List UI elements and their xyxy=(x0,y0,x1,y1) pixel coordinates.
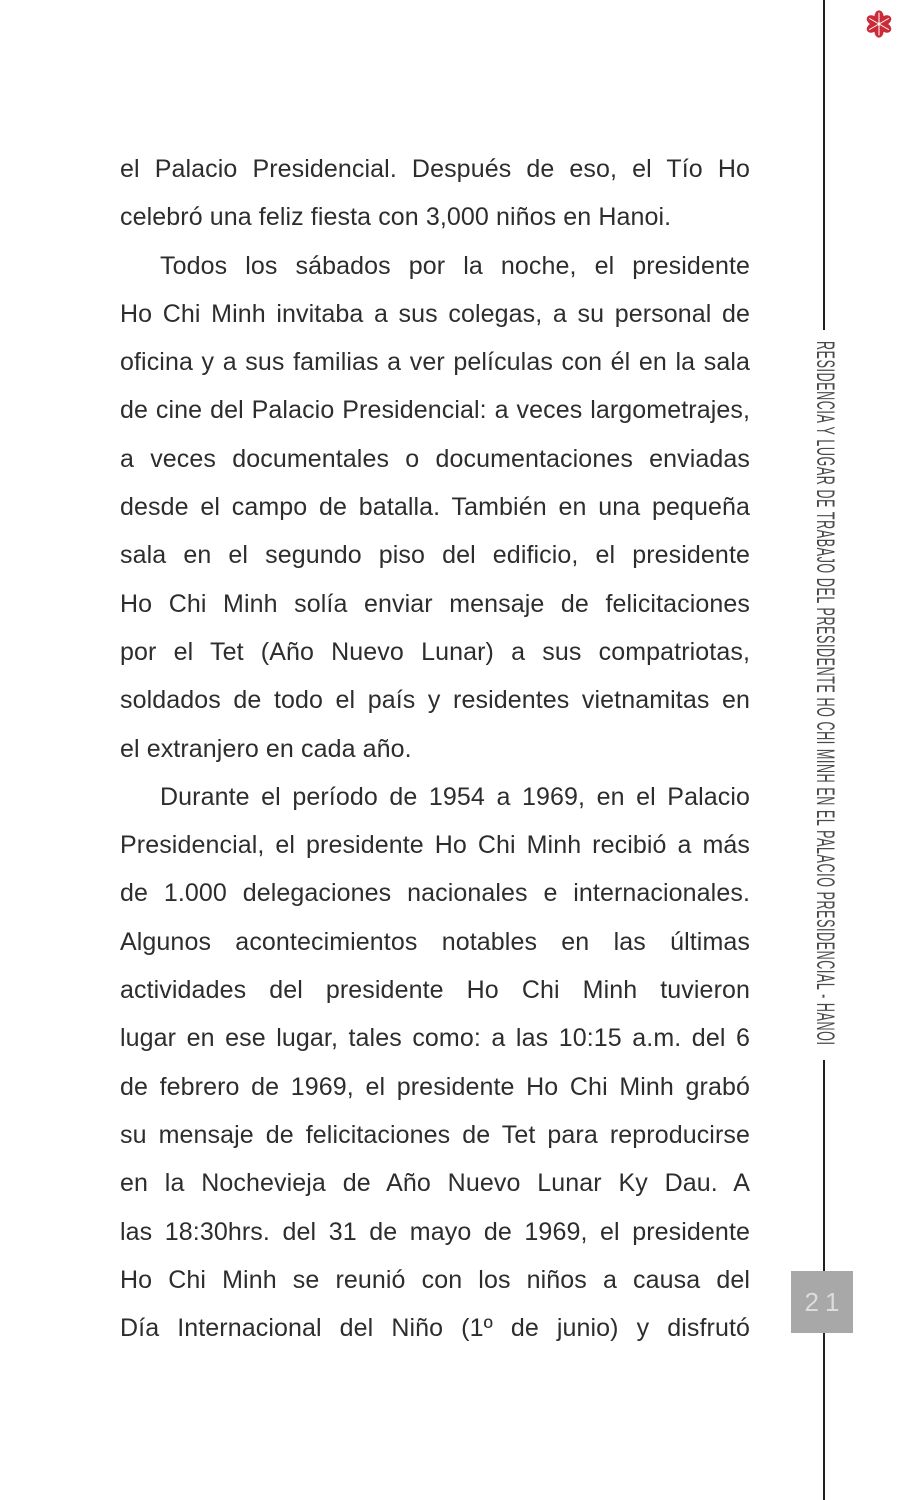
text-line: en la Nochevieja de Año Nuevo Lunar Ky Dau. A xyxy=(120,1169,750,1198)
text-line: Día Internacional del Niño (1º de junio) y disfrutó xyxy=(120,1314,750,1343)
sidebar-running-title: RESIDENCIA Y LUGAR DE TRABAJO DEL PRESIDENTE HO CHI MINH EN EL PALACIO PRESIDENCIAL - HANOI xyxy=(811,341,839,1046)
text-line: el extranjero en cada año. xyxy=(120,734,412,763)
text-line: soldados de todo el país y residentes vietnamitas en xyxy=(120,686,750,715)
text-line: sala en el segundo piso del edificio, el presidente xyxy=(120,541,750,570)
text-line: a veces documentales o documentaciones enviadas xyxy=(120,444,750,473)
text-line: por el Tet (Año Nuevo Lunar) a sus compatriotas, xyxy=(120,637,750,666)
text-line: Durante el período de 1954 a 1969, en el Palacio xyxy=(160,782,750,811)
body-text xyxy=(120,145,750,1352)
text-line: de 1.000 delegaciones nacionales e internacionales. xyxy=(120,879,750,908)
text-line: las 18:30hrs. del 31 de mayo de 1969, el presidente xyxy=(120,1217,750,1246)
text-line: celebró una feliz fiesta con 3,000 niños en Hanoi. xyxy=(120,203,672,232)
text-line: de cine del Palacio Presidencial: a veces largometrajes, xyxy=(120,396,750,425)
text-line: Ho Chi Minh invitaba a sus colegas, a su personal de xyxy=(120,299,750,328)
text-line: Algunos acontecimientos notables en las últimas xyxy=(120,927,750,956)
text-line: desde el campo de batalla. También en una pequeña xyxy=(120,493,750,522)
plum-blossom-icon xyxy=(864,9,894,39)
text-line: Ho Chi Minh solía enviar mensaje de felicitaciones xyxy=(120,589,750,618)
text-line: el Palacio Presidencial. Después de eso, el Tío Ho xyxy=(120,155,750,183)
text-line: oficina y a sus familias a ver películas con él en la sala xyxy=(120,348,750,377)
page-number-badge xyxy=(791,1271,853,1333)
text-line: lugar en ese lugar, tales como: a las 10:15 a.m. del 6 xyxy=(120,1024,750,1053)
text-line: su mensaje de felicitaciones de Tet para reproducirse xyxy=(120,1120,750,1149)
text-line: Todos los sábados por la noche, el presidente xyxy=(160,251,750,280)
text-line: de febrero de 1969, el presidente Ho Chi Minh grabó xyxy=(120,1072,750,1101)
sidebar-rule-top xyxy=(823,0,825,330)
text-line: Ho Chi Minh se reunió con los niños a causa del xyxy=(120,1265,750,1294)
text-line: actividades del presidente Ho Chi Minh tuvieron xyxy=(120,976,750,1005)
page-number: 21 xyxy=(804,1286,846,1317)
text-line: Presidencial, el presidente Ho Chi Minh recibió a más xyxy=(120,831,750,860)
